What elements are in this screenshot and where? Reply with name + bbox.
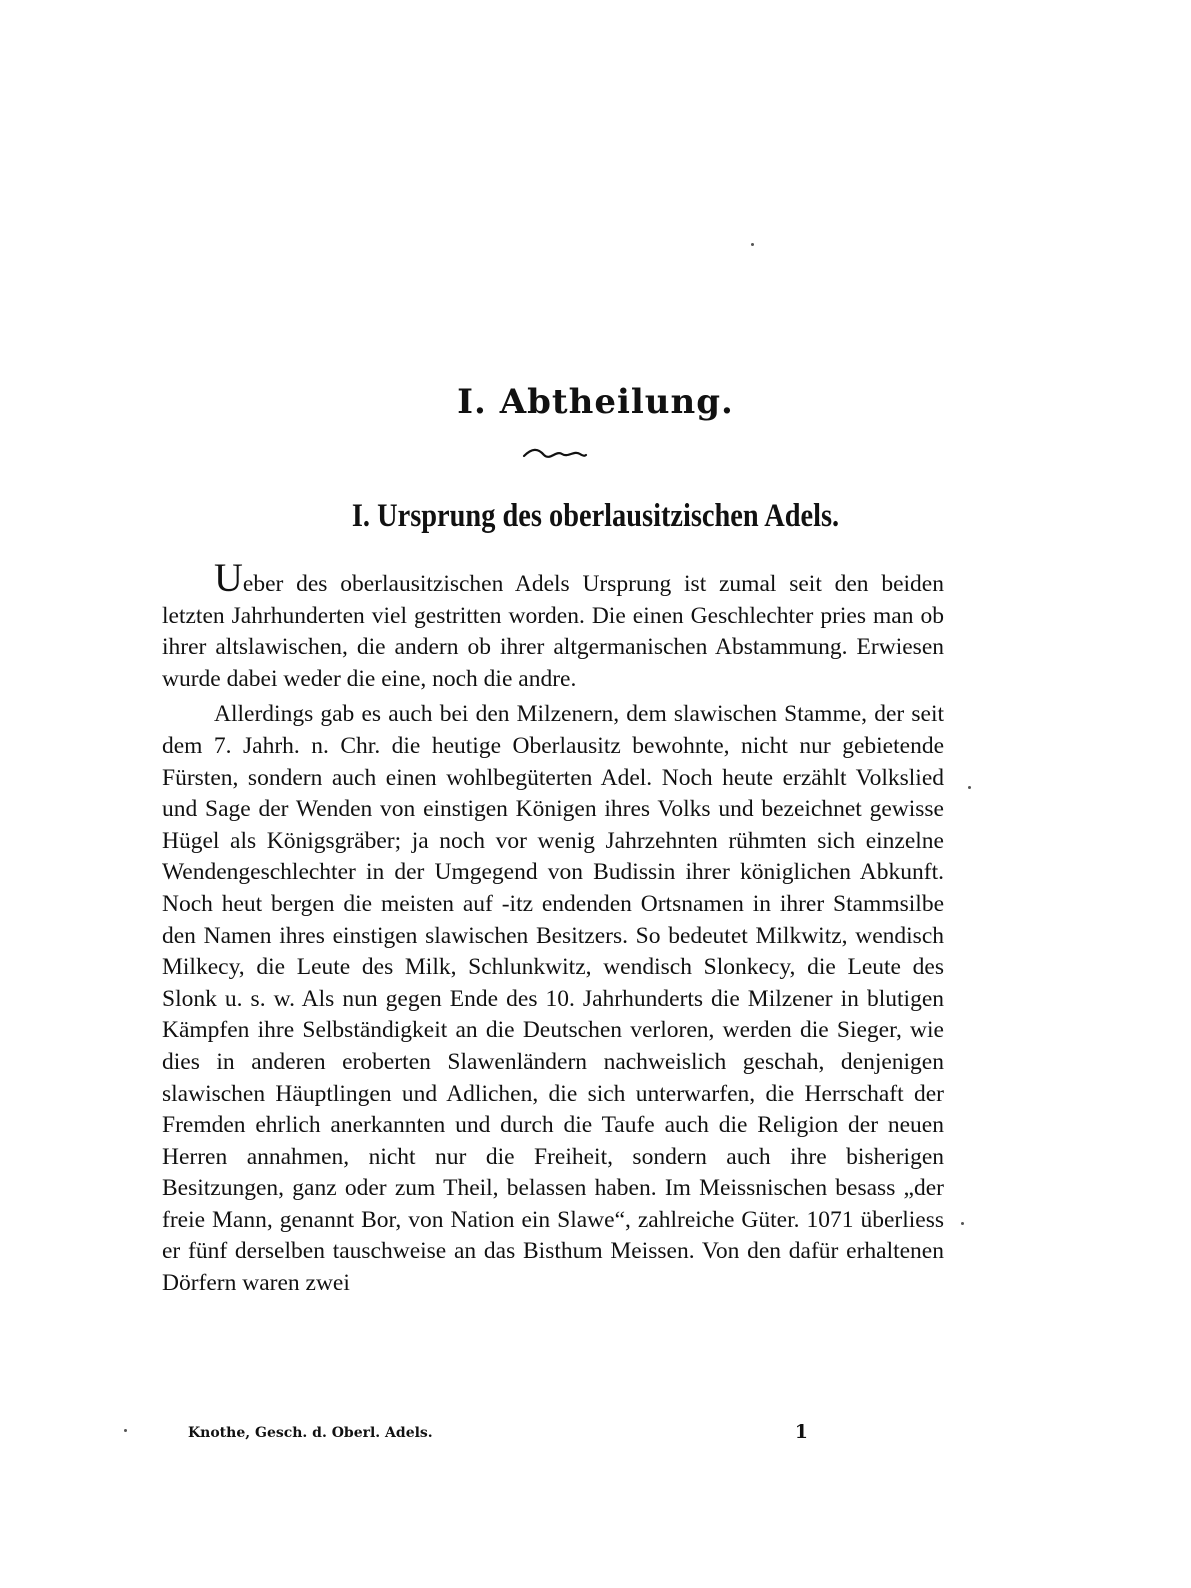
paragraph-2: Allerdings gab es auch bei den Milzenern, dem slawischen Stamme, der seit dem 7. Jahrh. n. Chr. die heutige Oberlausitz bewohnte, nicht nur gebietende Fürsten, sondern auch einen wohlbegüterten Adel. Noch heute erzählt Volkslied und Sage der Wenden von einstigen Königen ihres Volks und bezeichnet gewisse Hügel als Königsgräber; ja noch vor wenig Jahrzehnten rühmten sich einzelne Wendengeschlechter in der Umgegend von Budissin ihrer königlichen Abkunft. Noch heut bergen die meisten auf -itz endenden Ortsnamen in ihrer Stammsilbe den Namen ihres einstigen slawischen Besitzers. So bedeutet Milkwitz, wendisch Milkecy, die Leute des Milk, Schlunkwitz, wendisch Slonkecy, die Leute des Slonk u. s. w. Als nun gegen Ende des 10. Jahrhunderts die Milzener in blutigen Kämpfen ihre Selbständigkeit an die Deutschen verloren, werden die Sieger, wie dies in anderen eroberten Slawenländern nachweislich geschah, denjenigen slawischen Häuptlingen und Adlichen, die sich unterwarfen, die Herrschaft der Fremden ehrlich anerkannten und durch die Taufe auch die Religion der neuen Herren annahmen, nicht nur die Freiheit, sondern auch ihre bisherigen Besitzungen, ganz oder zum Theil, belassen haben. Im Meissnischen besass „der freie Mann, genannt Bor, von Nation ein Slawe“, zahlreiche Güter. 1071 überliess er fünf derselben tauschweise an das Bisthum Meissen. Von den dafür erhaltenen Dörfern waren zwei: [162, 701, 944, 1297]
print-speck: [961, 1222, 964, 1225]
print-speck: [968, 786, 971, 789]
part-heading: I. Abtheilung.: [457, 382, 734, 422]
body-text: [162, 555, 944, 1300]
drop-cap: U: [214, 555, 243, 600]
print-speck: [751, 243, 754, 246]
chapter-heading: I. Ursprung des oberlausitzischen Adels.: [351, 498, 840, 534]
paragraph-1: [162, 555, 944, 695]
paragraph-1-text: eber des oberlausitzischen Adels Ursprung ist zumal seit den beiden letzten Jahrhunderten viel gestritten worden. Die einen Geschlechter pries man ob ihrer altslawischen, die andern ob ihrer altgermanischen Abstammung. Erwiesen wurde dabei weder die eine, noch die andre.: [162, 571, 944, 692]
signature-mark: Knothe, Gesch. d. Oberl. Adels.: [188, 1425, 433, 1441]
wave-ornament-icon: [522, 446, 588, 462]
page-number: 1: [794, 1421, 808, 1443]
print-speck: [124, 1429, 127, 1432]
